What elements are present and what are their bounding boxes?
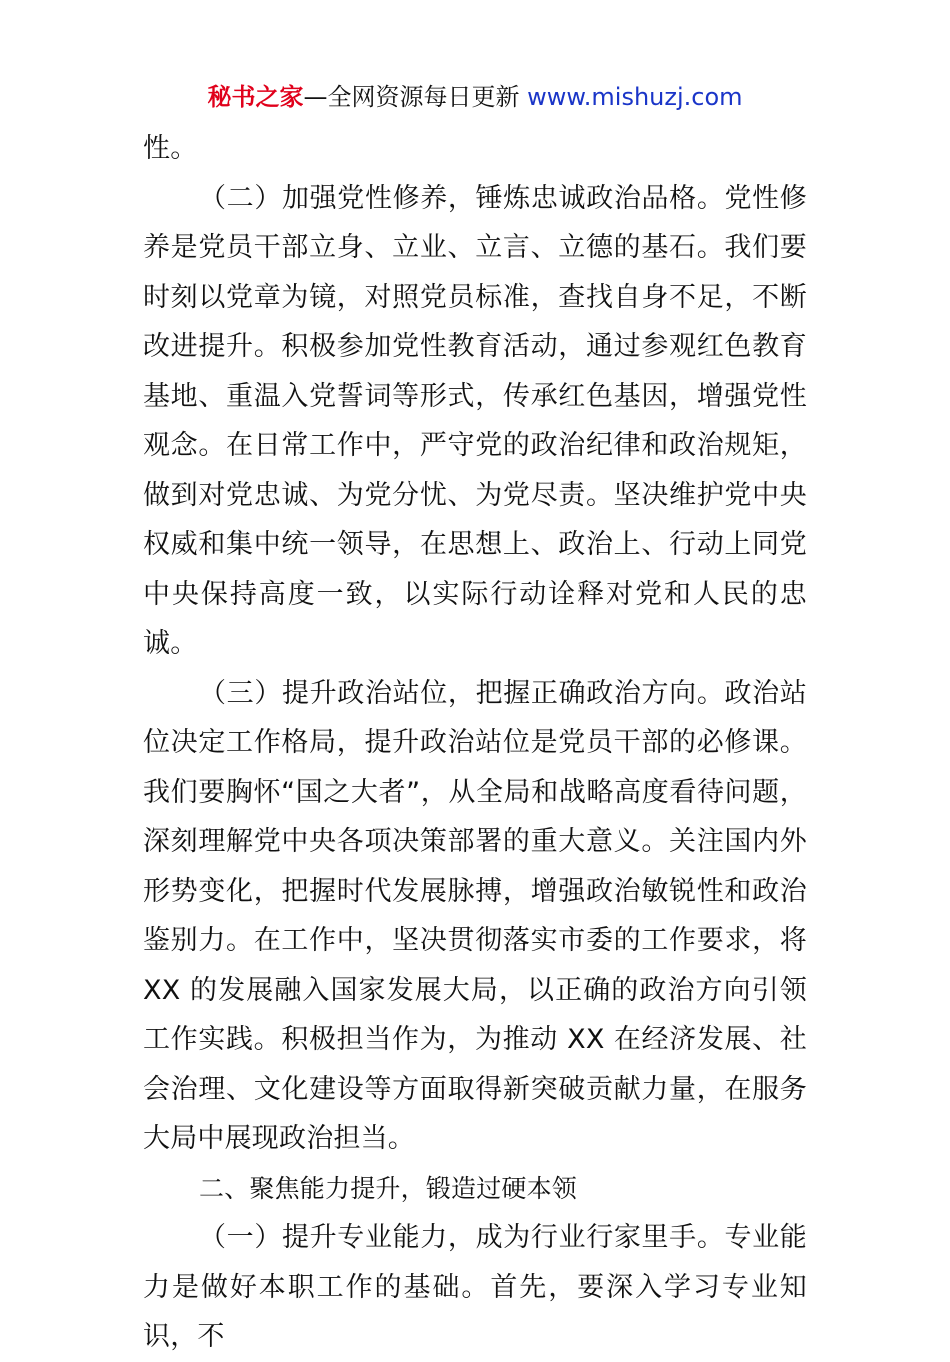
paragraph-political-position: （三）提升政治站位，把握正确政治方向。政治站位决定工作格局，提升政治站位是党员干部的必修课。我们要胸怀“国之大者”，从全局和战略高度看待问题，深刻理解党中央各项决策部署的重大意义。关注国内外形势变化，把握时代发展脉搏，增强政治敏锐性和政治鉴别力。在工作中，坚决贯彻落实市委的工作要求，将 XX 的发展融入国家发展大局，以正确的政治方向引领工作实践。积极担当作为，为推动 XX 在经济发展、社会治理、文化建设等方面取得新突破贡献力量，在服务大局中展现政治担当。 (143, 677, 807, 1154)
website-link[interactable]: www.mishuzj.com (527, 83, 743, 111)
section-heading: 二、聚焦能力提升，锻造过硬本领 (199, 1173, 578, 1203)
paragraph-party-spirit: （二）加强党性修养，锤炼忠诚政治品格。党性修养是党员干部立身、立业、立言、立德的基石。我们要时刻以党章为镜，对照党员标准，查找自身不足，不断改进提升。积极参加党性教育活动，通过参观红色教育基地、重温入党誓词等形式，传承红色基因，增强党性观念。在日常工作中，严守党的政治纪律和政治规矩，做到对党忠诚、为党分忧、为党尽责。坚决维护党中央权威和集中统一领导，在思想上、政治上、行动上同党中央保持高度一致，以实际行动诠释对党和人民的忠诚。 (143, 182, 807, 659)
document-body (143, 124, 807, 1362)
page-header (0, 80, 950, 114)
header-tagline: —全网资源每日更新 (303, 83, 520, 111)
paragraph-professional-ability: （一）提升专业能力，成为行业行家里手。专业能力是做好本职工作的基础。首先，要深入学习专业知识，不 (143, 1222, 807, 1352)
paragraph-continuation: 性。 (143, 133, 198, 164)
brand-name: 秘书之家 (207, 83, 304, 111)
